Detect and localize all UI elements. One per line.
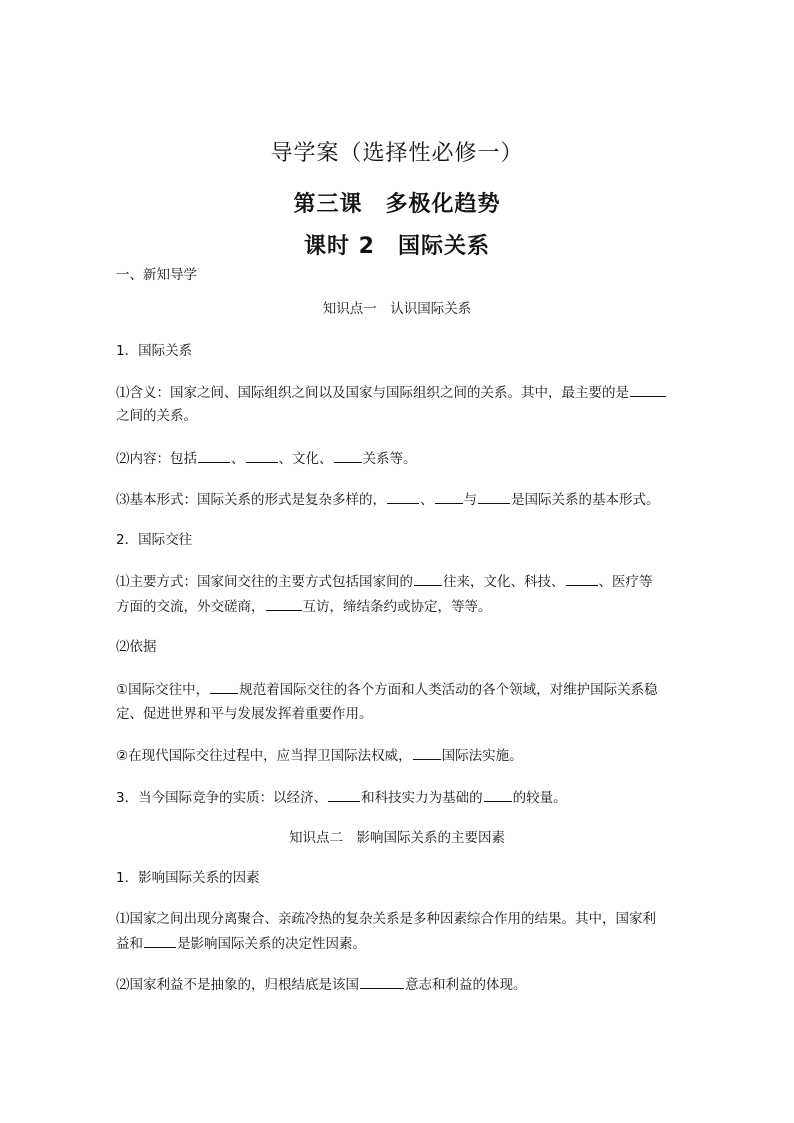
knowledge-point-2-title: 知识点二 影响国际关系的主要因素 bbox=[289, 830, 505, 846]
fill-blank[interactable] bbox=[435, 490, 463, 504]
fill-blank[interactable] bbox=[478, 490, 510, 504]
text-segment: 规范着国际交往的各个方面和人类活动的各个领域，对维护国际关系稳 bbox=[239, 682, 658, 698]
text-segment: 国际法实施。 bbox=[441, 748, 523, 764]
text-segment: 定、促进世界和平与发展发挥着重要作用。 bbox=[116, 706, 373, 722]
item-1-para-3 bbox=[116, 490, 660, 509]
fill-blank[interactable] bbox=[198, 449, 230, 463]
text-segment: 益和 bbox=[116, 936, 143, 952]
text-segment: ⑶基本形式：国际关系的形式是复杂多样的， bbox=[116, 492, 386, 508]
point-2-para-1-line-2 bbox=[116, 934, 366, 953]
text-segment: 的较量。 bbox=[512, 790, 567, 806]
fill-blank[interactable] bbox=[630, 383, 666, 397]
text-segment: ②在现代国际交往过程中，应当捍卫国际法权威， bbox=[116, 748, 412, 764]
item-2-para-2: ⑵依据 bbox=[116, 639, 157, 655]
fill-blank[interactable] bbox=[210, 680, 238, 694]
text-segment: 是影响国际关系的决定性因素。 bbox=[177, 936, 366, 952]
text-segment: ①国际交往中， bbox=[116, 682, 210, 698]
item-2-para-1-line-2 bbox=[116, 597, 492, 616]
fill-blank[interactable] bbox=[246, 449, 278, 463]
text-segment: 方面的交流，外交磋商， bbox=[116, 599, 265, 615]
text-segment: 与 bbox=[463, 492, 477, 508]
text-segment: ⑴主要方式：国家间交往的主要方式包括国家间的 bbox=[116, 574, 413, 590]
point-2-para-2 bbox=[116, 975, 527, 994]
fill-blank[interactable] bbox=[144, 934, 176, 948]
fill-blank[interactable] bbox=[566, 572, 598, 586]
page-title: 导学案（选择性必修一） bbox=[270, 141, 524, 166]
text-segment: ⑴含义：国家之间、国际组织之间以及国家与国际组织之间的关系。其中，最主要的是 bbox=[116, 385, 629, 401]
text-segment: ⑵国家利益不是抽象的，归根结底是该国 bbox=[116, 977, 359, 993]
fill-blank[interactable] bbox=[484, 788, 512, 802]
text-segment: 、医疗等 bbox=[598, 574, 653, 590]
point-2-item-1-label: 1．影响国际关系的因素 bbox=[116, 870, 260, 886]
fill-blank[interactable] bbox=[414, 572, 442, 586]
knowledge-point-1-title: 知识点一 认识国际关系 bbox=[322, 301, 472, 317]
fill-blank[interactable] bbox=[387, 490, 419, 504]
fill-blank[interactable] bbox=[360, 975, 404, 989]
item-2-circle-2 bbox=[116, 746, 523, 765]
text-segment: 、文化、 bbox=[278, 451, 333, 467]
item-2-para-1-line-1 bbox=[116, 572, 653, 591]
text-segment: 意志和利益的体现。 bbox=[405, 977, 527, 993]
fill-blank[interactable] bbox=[334, 449, 362, 463]
item-2-label: 2．国际交往 bbox=[116, 532, 193, 548]
text-segment: 、 bbox=[231, 451, 245, 467]
item-2-circle-1-line-2 bbox=[116, 705, 373, 723]
text-segment: 互访，缔结条约或协定，等等。 bbox=[302, 599, 492, 615]
period-title: 课时 2 国际关系 bbox=[304, 234, 490, 259]
text-segment: 是国际关系的基本形式。 bbox=[511, 492, 660, 508]
fill-blank[interactable] bbox=[413, 746, 441, 760]
fill-blank[interactable] bbox=[328, 788, 360, 802]
text-segment: 、 bbox=[420, 492, 434, 508]
item-1-para-1-line-1 bbox=[116, 383, 667, 402]
text-segment: 关系等。 bbox=[362, 451, 417, 467]
text-segment: 往来，文化、科技、 bbox=[443, 574, 565, 590]
text-segment: 之间的关系。 bbox=[116, 408, 197, 424]
text-segment: 3．当今国际竞争的实质：以经济、 bbox=[116, 790, 328, 806]
item-2-circle-1-line-1 bbox=[116, 680, 658, 699]
item-1-para-2 bbox=[116, 449, 417, 468]
item-1-para-1-line-2 bbox=[116, 407, 197, 425]
point-2-para-1-line-1 bbox=[116, 910, 656, 928]
text-segment: ⑵内容：包括 bbox=[116, 451, 197, 467]
item-1-label: 1．国际关系 bbox=[116, 343, 193, 359]
text-segment: 和科技实力为基础的 bbox=[361, 790, 483, 806]
lesson-title: 第三课 多极化趋势 bbox=[293, 192, 501, 217]
fill-blank[interactable] bbox=[266, 597, 302, 611]
text-segment: ⑴国家之间出现分离聚合、亲疏冷热的复杂关系是多种因素综合作用的结果。其中，国家利 bbox=[116, 911, 656, 927]
section-heading: 一、新知导学 bbox=[116, 267, 197, 283]
item-3 bbox=[116, 788, 567, 807]
